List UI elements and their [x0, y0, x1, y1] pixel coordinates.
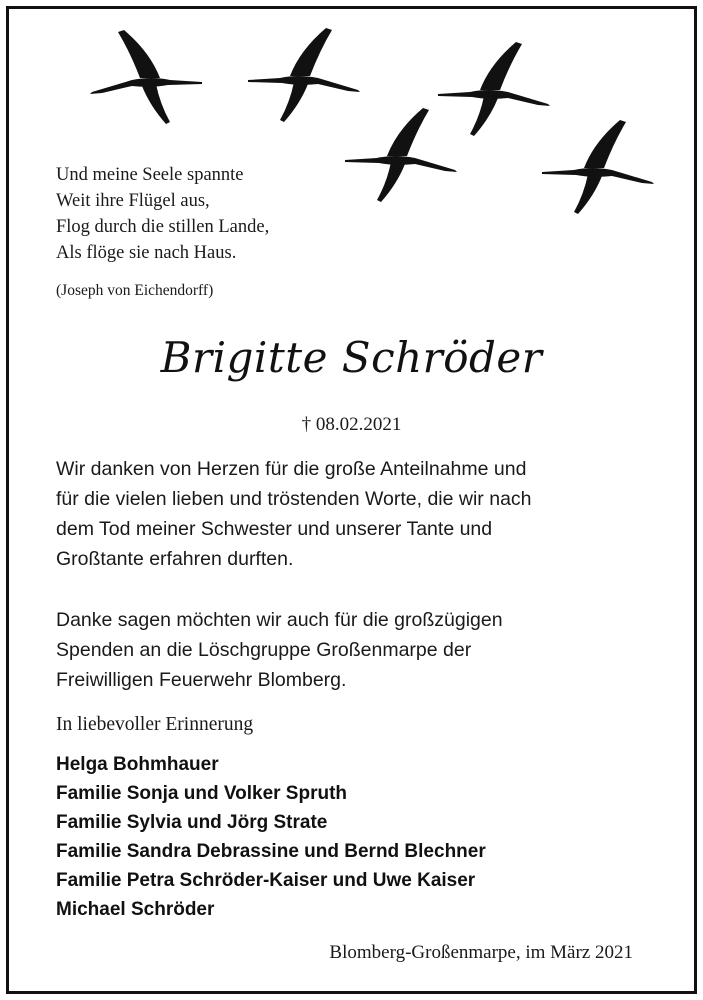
thanks-paragraph: [56, 454, 656, 574]
mourner-name: Familie Sandra Debrassine und Bernd Blechner: [56, 841, 486, 862]
text-line: dem Tod meiner Schwester und unserer Tante und: [56, 518, 493, 540]
poem-line: Flog durch die stillen Lande,: [56, 217, 270, 237]
poem-attribution: (Joseph von Eichendorff): [56, 282, 214, 299]
text-line: Großtante erfahren durften.: [56, 548, 294, 570]
text-line: Wir danken von Herzen für die große Anteilnahme und: [56, 458, 527, 480]
donation-paragraph: [56, 605, 656, 695]
poem-line: Als flöge sie nach Haus.: [56, 243, 237, 263]
deceased-name: Brigitte Schröder: [160, 333, 543, 382]
crane-bird-icon: [90, 30, 202, 124]
poem-line: Und meine Seele spannte: [56, 165, 244, 185]
mourners-intro: In liebevoller Erinnerung: [56, 714, 254, 735]
mourner-name: Familie Sylvia und Jörg Strate: [56, 812, 328, 833]
mourner-name: Helga Bohmhauer: [56, 754, 219, 775]
text-line: für die vielen lieben und tröstenden Worte, die wir nach: [56, 488, 532, 510]
crane-bird-icon: [248, 28, 360, 122]
crane-bird-icon: [345, 108, 457, 202]
mourners-list: [56, 750, 486, 924]
crane-bird-icon: [438, 42, 550, 136]
place-and-date: Blomberg-Großenmarpe, im März 2021: [329, 942, 633, 963]
poem-line: Weit ihre Flügel aus,: [56, 191, 210, 211]
mourner-name: Familie Sonja und Volker Spruth: [56, 783, 348, 804]
text-line: Freiwilligen Feuerwehr Blomberg.: [56, 669, 347, 691]
crane-bird-icon: [542, 120, 654, 214]
text-line: Spenden an die Löschgruppe Großenmarpe der: [56, 639, 472, 661]
mourner-name: Michael Schröder: [56, 899, 215, 920]
poem: [56, 162, 269, 266]
death-date: † 08.02.2021: [301, 414, 402, 435]
text-line: Danke sagen möchten wir auch für die großzügigen: [56, 609, 503, 631]
mourner-name: Familie Petra Schröder-Kaiser und Uwe Kaiser: [56, 870, 476, 891]
